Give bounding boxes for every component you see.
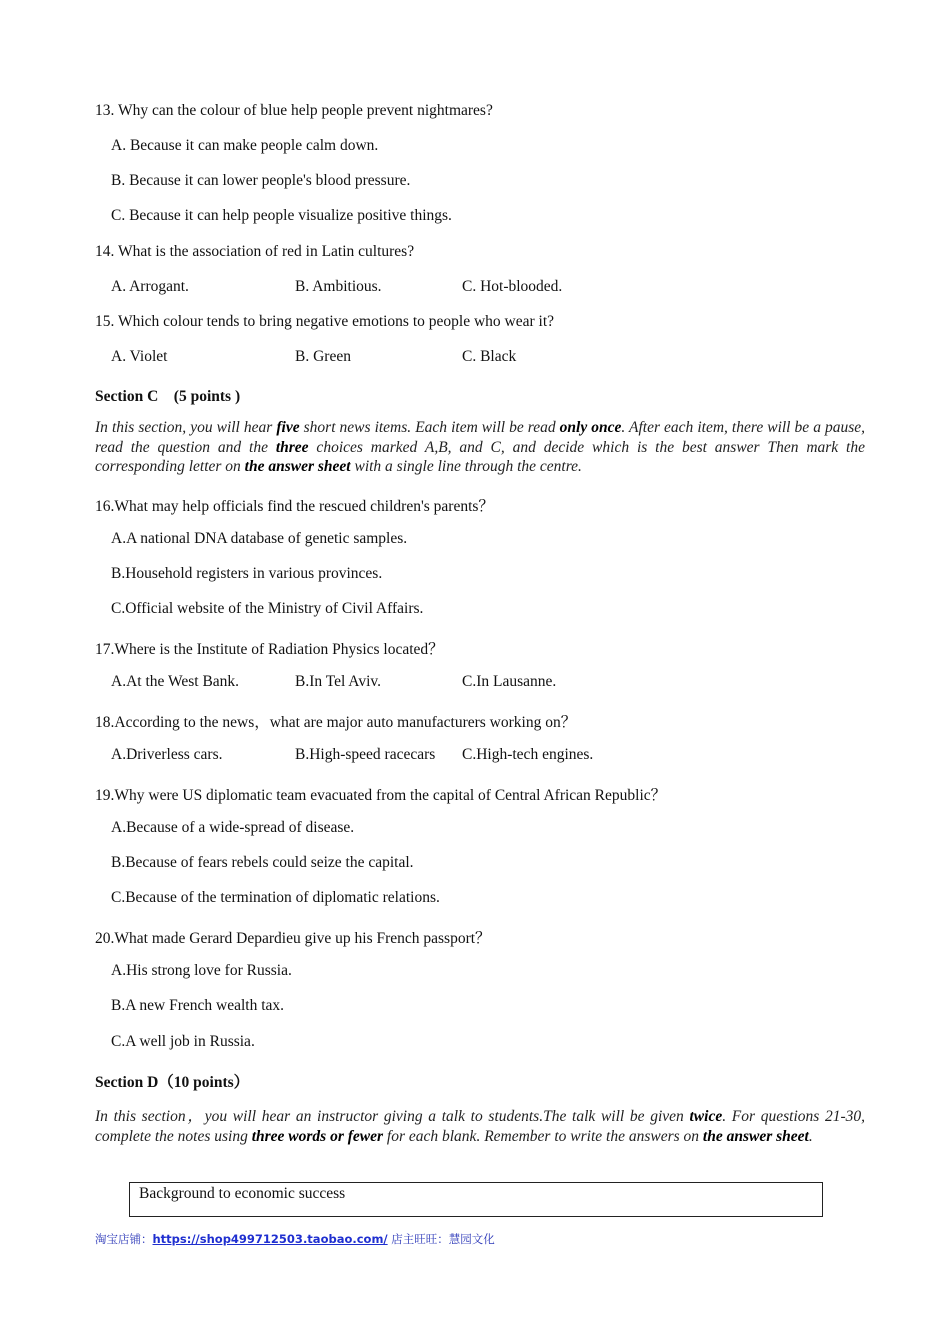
q14-option-c: C. Hot-blooded.	[462, 278, 563, 295]
q15-option-c: C. Black	[462, 348, 517, 365]
notes-table	[129, 1182, 823, 1217]
q17-option-b: B.In Tel Aviv.	[295, 673, 382, 690]
question-18: 18.According to the news，what are major auto manufacturers working on？	[95, 714, 577, 731]
footer-prefix: 淘宝店铺：	[95, 1232, 153, 1246]
q20-option-c: C.A well job in Russia.	[111, 1033, 255, 1050]
q13-option-c: C. Because it can help people visualize positive things.	[111, 207, 452, 224]
q20-option-a: A.His strong love for Russia.	[111, 962, 292, 979]
q19-option-b: B.Because of fears rebels could seize the capital.	[111, 854, 414, 871]
q18-option-b: B.High-speed racecars	[295, 746, 436, 763]
q18-option-c: C.High-tech engines.	[462, 746, 594, 763]
q16-option-a: A.A national DNA database of genetic samples.	[111, 530, 408, 547]
footer-suffix: 店主旺旺：慧园文化	[387, 1232, 495, 1246]
question-16: 16.What may help officials find the rescued children's parents？	[95, 498, 494, 515]
section-c-title: Section C (5 points )	[95, 388, 241, 405]
question-20: 20.What made Gerard Depardieu give up his French passport？	[95, 930, 491, 947]
q19-option-c: C.Because of the termination of diplomatic relations.	[111, 889, 440, 906]
q13-option-a: A. Because it can make people calm down.	[111, 137, 379, 154]
q15-option-a: A. Violet	[111, 348, 168, 365]
section-d-instructions: In this section，you will hear an instructor giving a talk to students.The talk will be given twice. For questions 21-30, complete the notes using three words or fewer for each blank. Remember to write the answers on the answer sheet.	[95, 1108, 866, 1145]
question-14: 14. What is the association of red in Latin cultures?	[95, 243, 415, 260]
question-19: 19.Why were US diplomatic team evacuated from the capital of Central African Republic？	[95, 787, 667, 804]
question-17: 17.Where is the Institute of Radiation Physics located？	[95, 641, 444, 658]
q20-option-b: B.A new French wealth tax.	[111, 997, 285, 1014]
notes-table-heading: Background to economic success	[139, 1185, 346, 1202]
section-d-title: Section D（10 points）	[95, 1074, 250, 1091]
q13-option-b: B. Because it can lower people's blood pressure.	[111, 172, 411, 189]
q17-option-c: C.In Lausanne.	[462, 673, 557, 690]
question-13: 13. Why can the colour of blue help people prevent nightmares?	[95, 102, 493, 119]
q18-option-a: A.Driverless cars.	[111, 746, 223, 763]
footer	[95, 1231, 495, 1247]
q14-option-b: B. Ambitious.	[295, 278, 382, 295]
section-c-instructions: In this section, you will hear five short news items. Each item will be read only once. After each item, there will be a pause, read the question and the three choices marked A,B, and C, and decide which is the best answer Then mark the corresponding letter on the answer sheet with a single line through the centre.	[95, 419, 866, 475]
q17-option-a: A.At the West Bank.	[111, 673, 240, 690]
q15-option-b: B. Green	[295, 348, 351, 365]
q19-option-a: A.Because of a wide-spread of disease.	[111, 819, 355, 836]
q16-option-b: B.Household registers in various provinces.	[111, 565, 383, 582]
question-15: 15. Which colour tends to bring negative emotions to people who wear it?	[95, 313, 555, 330]
q14-option-a: A. Arrogant.	[111, 278, 189, 295]
q16-option-c: C.Official website of the Ministry of Civil Affairs.	[111, 600, 424, 617]
shop-link[interactable]: https://shop499712503.taobao.com/	[152, 1232, 388, 1246]
